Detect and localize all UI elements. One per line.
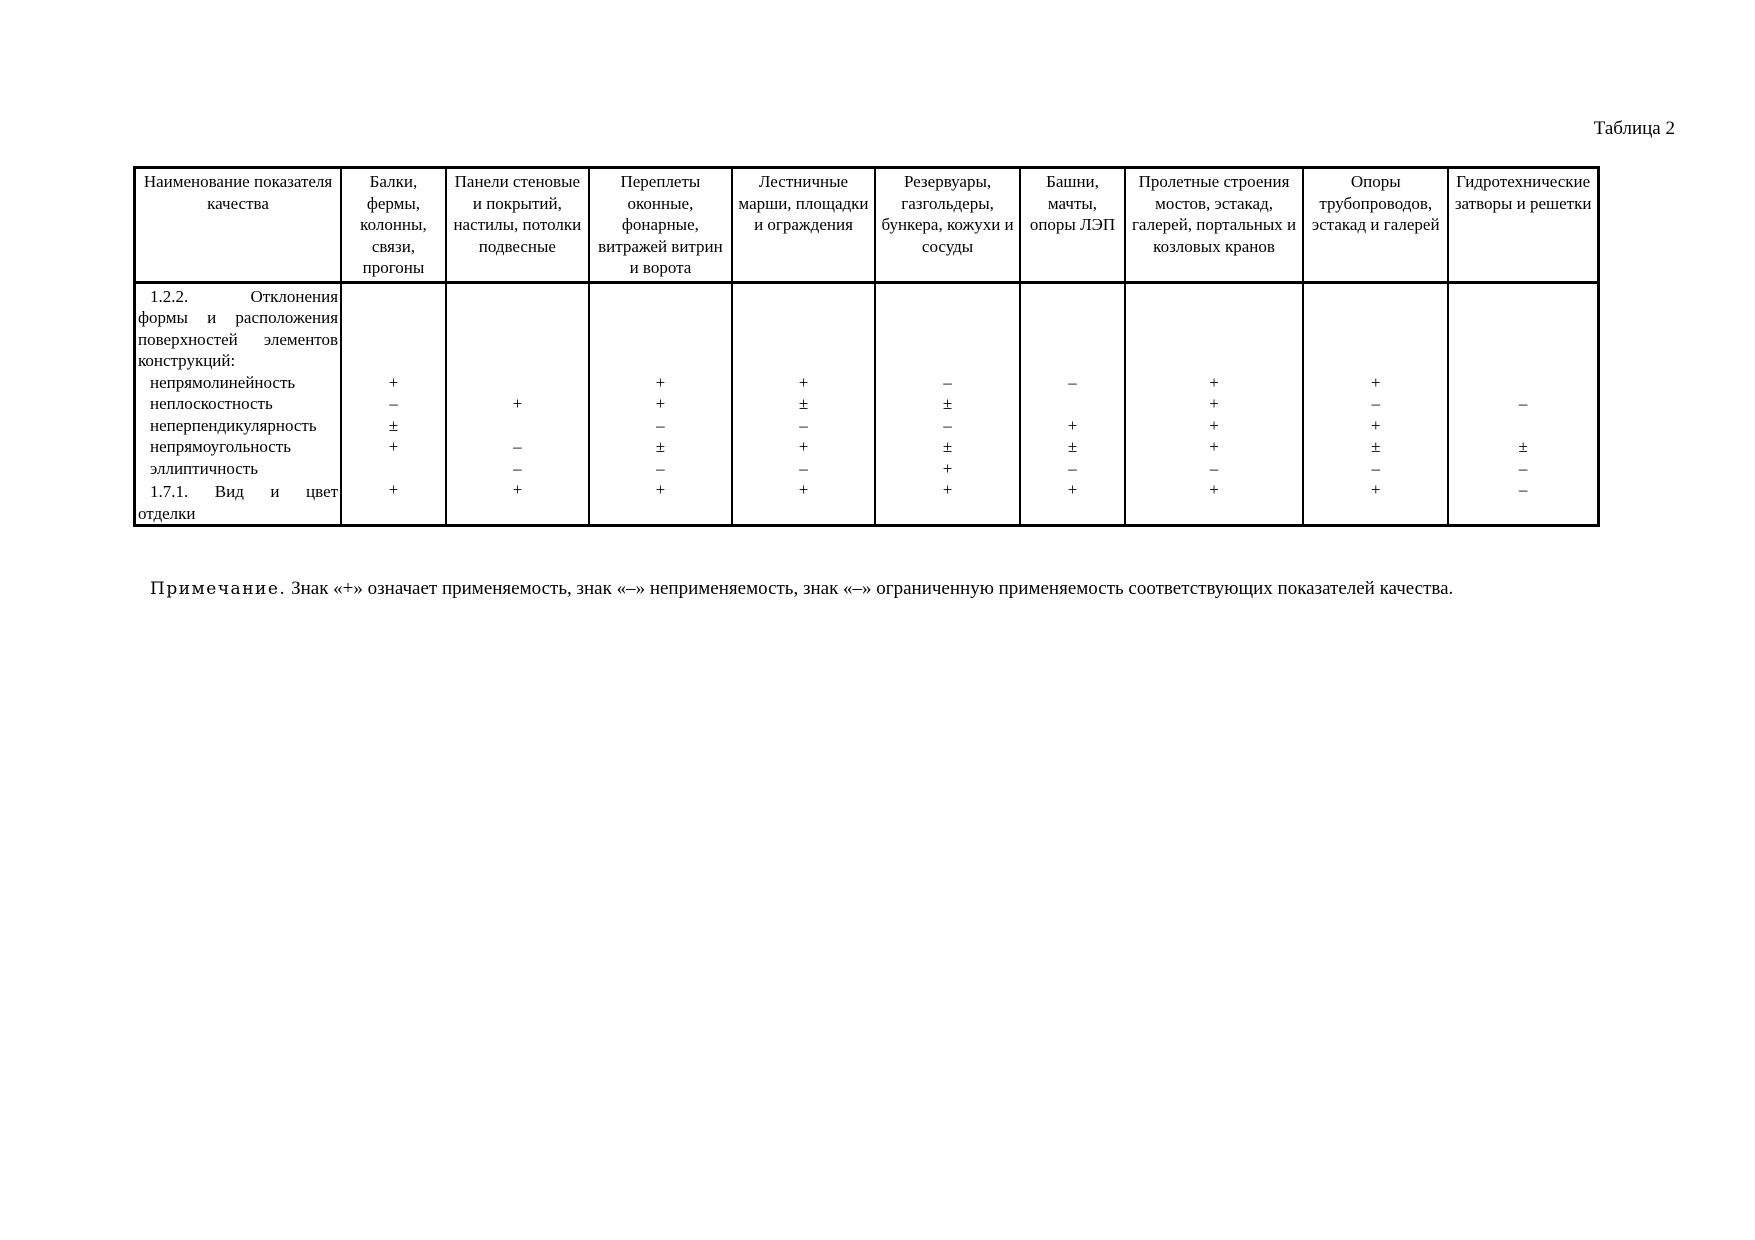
header-col-2: Панели стеновые и покрытий, настилы, потолки подвесные xyxy=(446,168,589,283)
row-cell-value: ± xyxy=(1303,436,1448,458)
row-cell-value: – xyxy=(1020,458,1125,480)
row-cell-value xyxy=(1448,415,1598,437)
section-2-value: + xyxy=(1125,479,1303,526)
row-cell-value: + xyxy=(1125,436,1303,458)
section-1-title xyxy=(135,282,342,372)
row-cell-value: ± xyxy=(341,415,446,437)
section-2-value: + xyxy=(732,479,875,526)
row-cell-value xyxy=(341,458,446,480)
header-quality-indicator: Наименование показателя качества xyxy=(135,168,342,283)
row-cell-value: ± xyxy=(875,436,1020,458)
row-indicator-name: непрямолинейность xyxy=(150,372,296,392)
table-row xyxy=(135,436,1599,458)
row-cell-value: ± xyxy=(875,393,1020,415)
table-note xyxy=(150,578,1453,600)
table-row xyxy=(135,415,1599,437)
row-cell-value: ± xyxy=(1020,436,1125,458)
section-2-value: + xyxy=(341,479,446,526)
row-cell-value: – xyxy=(1448,393,1598,415)
quality-indicators-table xyxy=(133,166,1600,527)
section-2-value: + xyxy=(1020,479,1125,526)
table-row xyxy=(135,393,1599,415)
row-cell-value: – xyxy=(875,372,1020,394)
table-number-label: Таблица 2 xyxy=(1593,118,1675,139)
table-row xyxy=(135,372,1599,394)
row-cell-value: + xyxy=(446,393,589,415)
section-2-value: + xyxy=(589,479,732,526)
row-cell-value: ± xyxy=(1448,436,1598,458)
section-2-title-line1: 1.7.1. Вид и цвет xyxy=(150,482,339,501)
row-cell-value: + xyxy=(1125,393,1303,415)
row-cell-value xyxy=(1020,393,1125,415)
row-cell-value: + xyxy=(732,436,875,458)
row-cell-value: – xyxy=(732,415,875,437)
section-2-value: + xyxy=(1303,479,1448,526)
row-cell-value: + xyxy=(732,372,875,394)
row-cell-value xyxy=(446,372,589,394)
row-cell-value: + xyxy=(589,393,732,415)
section-2-value: – xyxy=(1448,479,1598,526)
row-cell-value: – xyxy=(875,415,1020,437)
row-cell-value: – xyxy=(1125,458,1303,480)
row-indicator-name: эллиптичность xyxy=(150,458,258,478)
section-2-value: + xyxy=(446,479,589,526)
header-col-7: Пролетные строения мостов, эстакад, галерей, портальных и козловых кранов xyxy=(1125,168,1303,283)
row-cell-value: – xyxy=(1020,372,1125,394)
row-cell-value: ± xyxy=(732,393,875,415)
header-col-9: Гидротехнические затворы и решетки xyxy=(1448,168,1598,283)
section-1-title-line3: поверхностей элементов xyxy=(138,329,339,349)
row-cell-value xyxy=(446,415,589,437)
row-cell-value: – xyxy=(446,458,589,480)
row-cell-value: + xyxy=(341,436,446,458)
section-2-value: + xyxy=(875,479,1020,526)
row-cell-value: – xyxy=(341,393,446,415)
row-cell-value: – xyxy=(446,436,589,458)
note-lead: Примечание. xyxy=(150,579,287,599)
header-col-8: Опоры трубопроводов, эстакад и галерей xyxy=(1303,168,1448,283)
row-cell-value: ± xyxy=(589,436,732,458)
section-2-row xyxy=(135,479,1599,526)
row-cell-value: – xyxy=(732,458,875,480)
row-cell-value: + xyxy=(1303,415,1448,437)
note-text: Знак «+» означает применяемость, знак «–» неприменяемость, знак «–» ограниченную применяемость соответствующих показателей качества. xyxy=(286,578,1454,599)
row-cell-value: + xyxy=(1125,415,1303,437)
header-col-3: Переплеты оконные, фонарные, витражей витрин и ворота xyxy=(589,168,732,283)
section-1-title-line2: формы и расположения xyxy=(138,308,339,327)
section-2-title-line2: отделки xyxy=(138,503,196,523)
section-1-title-line1: 1.2.2. Отклонения xyxy=(150,286,339,306)
row-cell-value: – xyxy=(589,458,732,480)
row-indicator-name: непрямоугольность xyxy=(150,437,291,456)
section-1-title-line4: конструкций: xyxy=(138,351,236,370)
section-2-title xyxy=(135,479,342,526)
table-row xyxy=(135,458,1599,480)
row-cell-value: + xyxy=(341,372,446,394)
header-col-6: Башни, мачты, опоры ЛЭП xyxy=(1020,168,1125,283)
row-cell-value: + xyxy=(1303,372,1448,394)
row-cell-value: + xyxy=(1125,372,1303,394)
row-cell-value: – xyxy=(1303,393,1448,415)
row-cell-value: – xyxy=(589,415,732,437)
table-header-row xyxy=(135,168,1599,283)
row-cell-value: – xyxy=(1448,458,1598,480)
row-indicator-name: неплоскостность xyxy=(150,394,273,413)
row-cell-value xyxy=(1448,372,1598,394)
row-indicator-name: неперпендикулярность xyxy=(150,415,317,435)
section-title-row xyxy=(135,282,1599,372)
row-cell-value: – xyxy=(1303,458,1448,480)
row-cell-value: + xyxy=(589,372,732,394)
row-cell-value: + xyxy=(1020,415,1125,437)
header-col-5: Резервуары, газгольдеры, бункера, кожухи и сосуды xyxy=(875,168,1020,283)
header-col-4: Лестничные марши, площадки и ограждения xyxy=(732,168,875,283)
row-cell-value: + xyxy=(875,458,1020,480)
header-col-1: Балки, фермы, колонны, связи, прогоны xyxy=(341,168,446,283)
